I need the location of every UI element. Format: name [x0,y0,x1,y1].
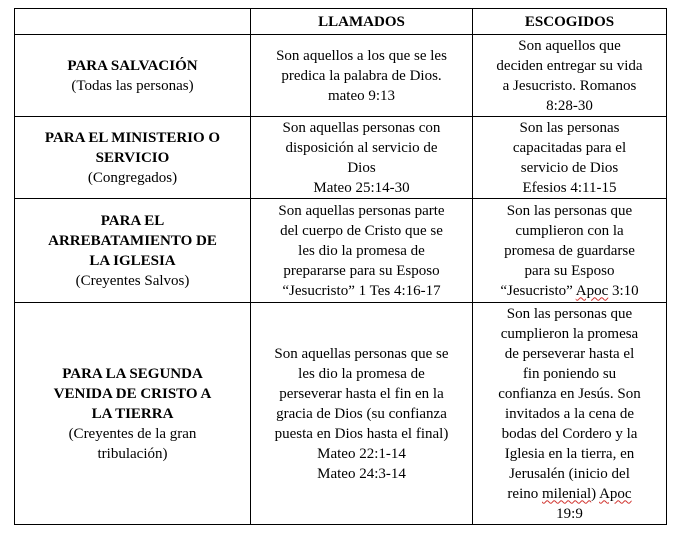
row-header-arrebatamiento [15,199,251,303]
escogidos-cell [473,303,667,525]
escogidos-cell [473,117,667,199]
table-row [15,117,667,199]
header-escogidos: ESCOGIDOS [473,9,667,35]
cell-text: ) [591,485,600,502]
spellcheck-word: milenial [542,485,592,502]
cell-text: “Jesucristo” [500,282,576,299]
cell-line: deciden entregar su vida [496,57,643,74]
cell-text: reino [507,485,542,502]
cell-line: Son aquellas personas que se [274,345,449,362]
cell-line: Son las personas que [506,305,633,322]
table-row [15,199,667,303]
cell-line: les dio la promesa de [298,242,425,259]
cell-line: perseverar hasta el fin en la [279,385,444,402]
cell-line: predica la palabra de Dios. [281,67,442,84]
row-subtitle: (Congregados) [87,169,178,186]
cell-line: a Jesucristo. Romanos [502,77,637,94]
row-title: PARA SALVACIÓN [67,57,198,74]
row-header-ministerio [15,117,251,199]
llamados-cell [251,303,473,525]
llamados-cell [251,35,473,117]
cell-line: Son aquellas personas con [282,119,441,136]
cell-line: Dios [347,159,376,176]
row-header-segunda-venida [15,303,251,525]
row-title: LA IGLESIA [89,252,176,269]
cell-line: Mateo 22:1-14 [317,445,406,462]
row-subtitle: (Todas las personas) [71,77,194,94]
header-row [15,9,667,35]
cell-line: les dio la promesa de [298,365,425,382]
cell-line: Efesios 4:11-15 [522,179,617,196]
cell-line: de perseverar hasta el [504,345,635,362]
cell-line: mateo 9:13 [327,87,396,104]
cell-line: Son las personas [519,119,620,136]
cell-line: Son aquellos a los que se les [276,47,447,64]
spellcheck-word: Apoc [599,485,632,502]
cell-line: Iglesia en la tierra, en [504,445,635,462]
cell-line: bodas del Cordero y la [501,425,638,442]
cell-line: invitados a la cena de [504,405,635,422]
cell-line: Jerusalén (inicio del [509,465,630,482]
row-title: PARA EL [100,212,165,229]
row-title: PARA LA SEGUNDA [62,365,203,382]
cell-line [477,484,662,504]
cell-line: del cuerpo de Cristo que se [280,222,443,239]
escogidos-cell [473,35,667,117]
header-llamados: LLAMADOS [251,9,473,35]
cell-line: prepararse para su Esposo [283,262,440,279]
llamados-cell [251,117,473,199]
comparison-table [14,8,667,525]
row-subtitle: tribulación) [97,445,168,462]
cell-line: confianza en Jesús. Son [498,385,641,402]
cell-line: cumplieron con la [515,222,624,239]
cell-line: fin poniendo su [522,365,617,382]
cell-text: 3:10 [608,282,639,299]
cell-line: disposición al servicio de [285,139,438,156]
cell-line: Mateo 24:3-14 [317,465,406,482]
header-empty [15,9,251,35]
row-title: PARA EL MINISTERIO O [44,129,221,146]
row-title: LA TIERRA [91,405,174,422]
cell-line: gracia de Dios (su confianza [276,405,447,422]
cell-line: Mateo 25:14-30 [313,179,410,196]
cell-line: puesta en Dios hasta el final) [274,425,449,442]
cell-line: para su Esposo [524,262,615,279]
cell-line: Son las personas que [506,202,633,219]
llamados-cell [251,199,473,303]
row-header-salvacion [15,35,251,117]
cell-line: capacitadas para el [512,139,627,156]
spellcheck-word: Apoc [575,282,609,299]
cell-line: promesa de guardarse [504,242,635,259]
table-row [15,303,667,525]
cell-line: servicio de Dios [520,159,619,176]
cell-line: 19:9 [556,505,583,522]
row-title: SERVICIO [95,149,170,166]
cell-line [477,281,662,301]
cell-line: Son aquellas personas parte [278,202,445,219]
cell-line: “Jesucristo” 1 Tes 4:16-17 [282,282,441,299]
cell-line: Son aquellos que [518,37,621,54]
row-title: ARREBATAMIENTO DE [48,232,217,249]
table-row [15,35,667,117]
row-subtitle: (Creyentes Salvos) [75,272,190,289]
escogidos-cell [473,199,667,303]
row-subtitle: (Creyentes de la gran [68,425,197,442]
cell-line: 8:28-30 [546,97,593,114]
row-title: VENIDA DE CRISTO A [53,385,212,402]
cell-line: cumplieron la promesa [500,325,639,342]
